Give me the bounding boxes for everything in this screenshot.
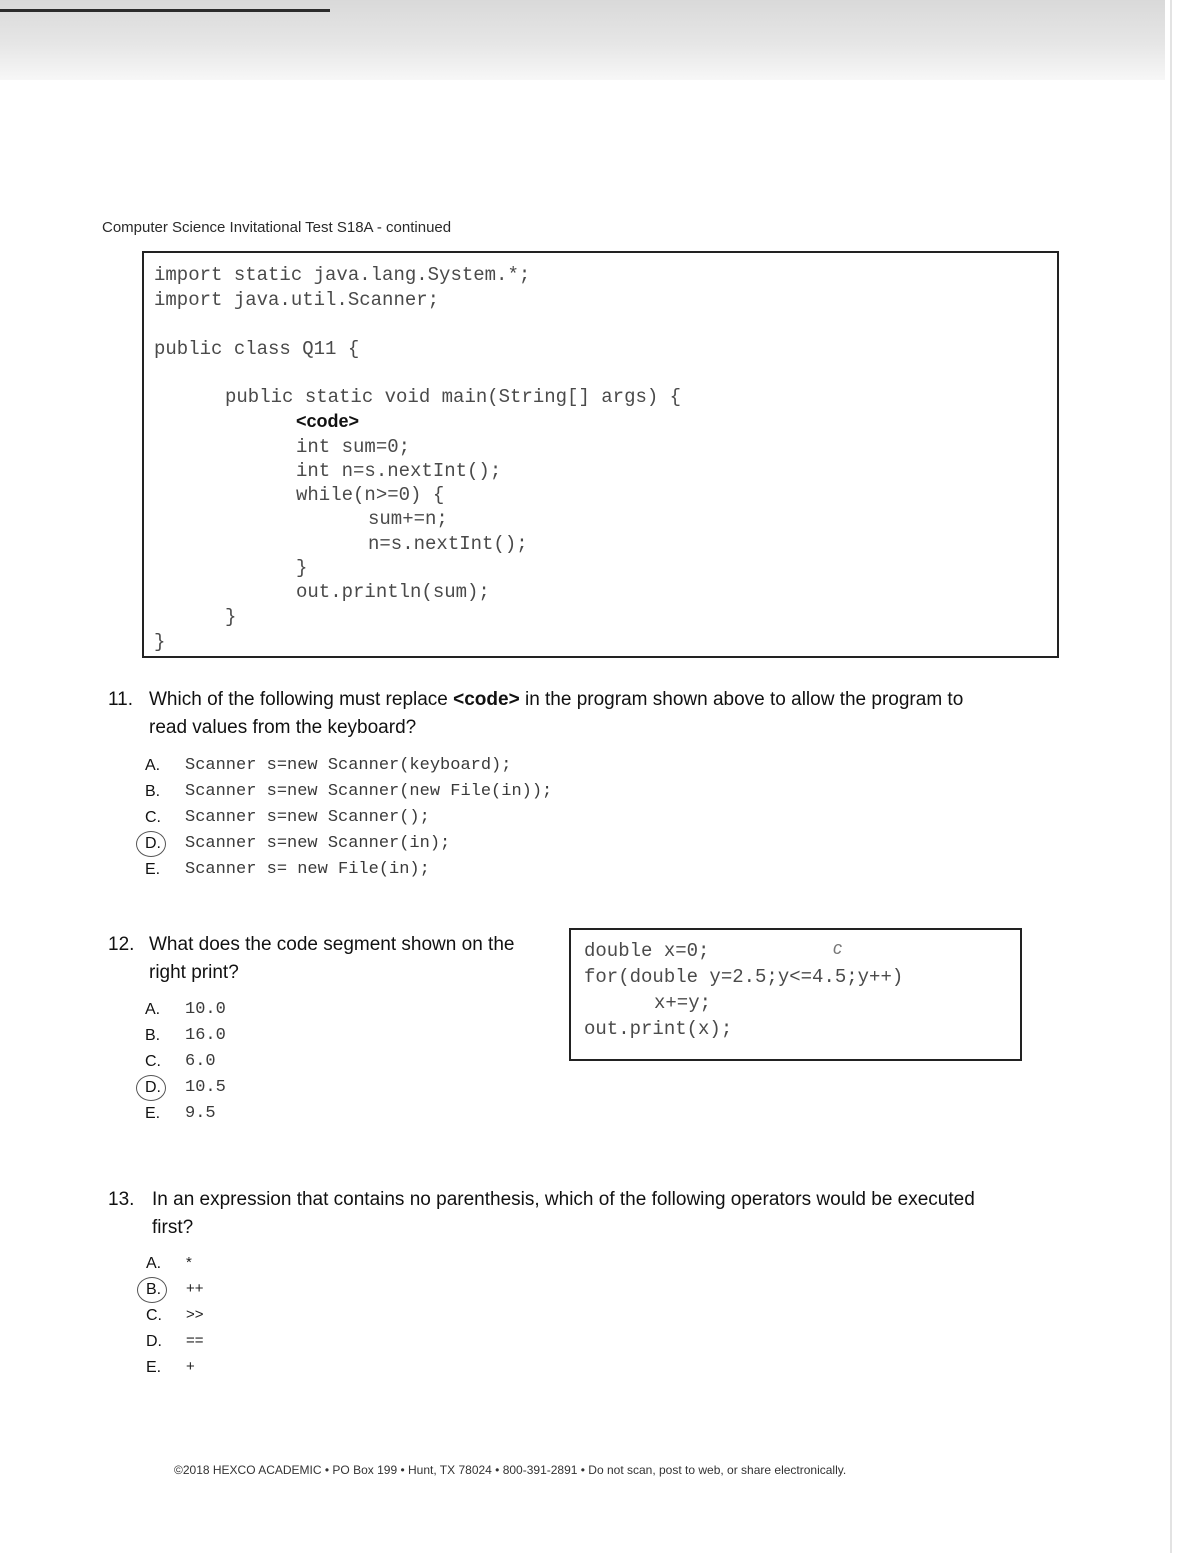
code-listing-q12 [569,928,1022,1061]
question-number: 12. [108,934,135,955]
scan-page-edge [1170,0,1172,1553]
question-text: Which of the following must replace <code> in the program shown above to allow the program to read values from the keyboard? [149,689,964,738]
code-line: out.println(sum); [296,581,490,603]
code-line: } [225,606,237,628]
question-number: 11. [108,689,134,710]
code-line: for(double y=2.5;y<=4.5;y++) [584,966,904,988]
pencil-mark: c [833,938,842,958]
code-line: public static void main(String[] args) { [225,386,682,408]
code-line: } [154,631,166,653]
code-line: x+=y; [654,992,712,1014]
question-number: 13. [108,1189,135,1210]
code-tag: <code> [453,689,520,710]
code-line: int sum=0; [296,436,411,458]
q13-options: A. * B. ++ C. >> D. == E. + [146,1254,204,1376]
question-12 [108,931,558,991]
scan-edge-line [0,9,330,12]
code-line: sum+=n; [368,508,448,530]
question-text: In an expression that contains no parenthesis, which of the following operators would be executed first? [152,1189,975,1238]
scan-shadow [0,0,1165,80]
code-line: } [296,557,308,579]
code-listing-q11 [142,251,1059,658]
code-line: public class Q11 { [154,338,360,360]
code-line: double x=0; [584,940,710,962]
q11-options: A. Scanner s=new Scanner(keyboard); B. Scanner s=new Scanner(new File(in)); C. Scanner s=new Scanner(); D. Scanner s=new Scanner(in); E. Scanner s= new File(in); [145,756,553,879]
code-line: import static java.lang.System.*; [154,264,531,286]
code-line: while(n>=0) { [296,484,445,506]
code-line: import java.util.Scanner; [154,289,440,311]
question-11 [108,686,1028,746]
page-footer: ©2018 HEXCO ACADEMIC • PO Box 199 • Hunt, TX 78024 • 800-391-2891 • Do not scan, post to web, or share electronically. [174,1463,847,1477]
question-13 [108,1186,1048,1246]
code-line: out.print(x); [584,1018,733,1040]
code-line: int n=s.nextInt(); [296,460,502,482]
q12-options: A. 10.0 B. 16.0 C. 6.0 D. 10.5 E. 9.5 [145,1000,226,1123]
code-placeholder: <code> [296,411,360,431]
question-text: What does the code segment shown on the right print? [149,934,515,983]
code-line: n=s.nextInt(); [368,533,528,555]
page-header: Computer Science Invitational Test S18A - continued [102,219,452,236]
